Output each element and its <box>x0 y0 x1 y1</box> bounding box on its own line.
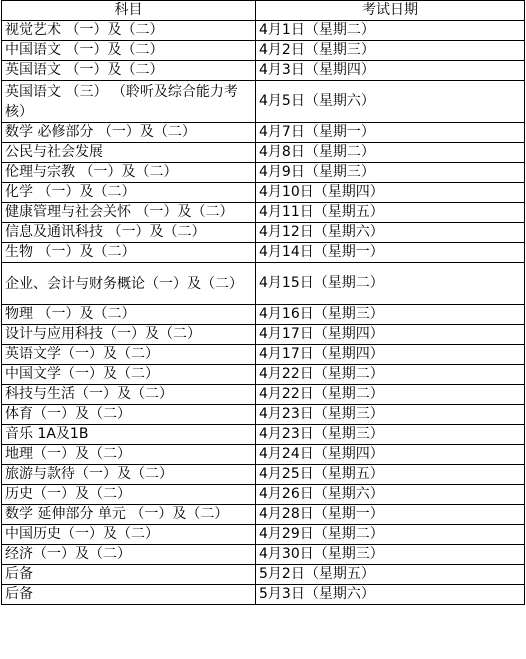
table-row <box>2 545 525 565</box>
table-row <box>2 425 525 445</box>
exam-date-cell: 4月17日（星期四） <box>256 325 525 345</box>
subject-cell: 中国语文 （一）及（二） <box>2 41 256 61</box>
exam-date-cell: 4月2日（星期三） <box>256 41 525 61</box>
exam-date-cell: 4月12日（星期六） <box>256 223 525 243</box>
exam-date-cell: 4月8日（星期二） <box>256 143 525 163</box>
subject-cell: 中国历史（一）及（二） <box>2 525 256 545</box>
subject-cell: 后备 <box>2 585 256 605</box>
exam-date-cell: 4月1日（星期二） <box>256 21 525 41</box>
watermark-overlay <box>374 621 524 637</box>
subject-cell: 公民与社会发展 <box>2 143 256 163</box>
table-row <box>2 81 525 123</box>
subject-cell: 英国语文 （三） （聆听及综合能力考核） <box>2 81 256 123</box>
subject-cell: 健康管理与社会关怀 （一）及（二） <box>2 203 256 223</box>
table-row <box>2 41 525 61</box>
subject-cell: 旅游与款待（一）及（二） <box>2 465 256 485</box>
table-row <box>2 243 525 263</box>
subject-cell: 企业、会计与财务概论（一）及（二） <box>2 263 256 305</box>
exam-date-cell: 4月3日（星期四） <box>256 61 525 81</box>
table-row <box>2 163 525 183</box>
table-row <box>2 585 525 605</box>
exam-date-cell: 4月22日（星期二） <box>256 385 525 405</box>
subject-cell: 地理（一）及（二） <box>2 445 256 465</box>
table-row <box>2 345 525 365</box>
exam-date-cell: 4月29日（星期二） <box>256 525 525 545</box>
subject-cell: 科技与生活（一）及（二） <box>2 385 256 405</box>
table-row <box>2 223 525 243</box>
table-row <box>2 263 525 305</box>
subject-cell: 信息及通讯科技 （一）及（二） <box>2 223 256 243</box>
table-row <box>2 365 525 385</box>
table-row <box>2 325 525 345</box>
table-row <box>2 405 525 425</box>
subject-cell: 数学 必修部分 （一）及（二） <box>2 123 256 143</box>
table-row <box>2 203 525 223</box>
table-row <box>2 183 525 203</box>
subject-cell: 视觉艺术 （一）及（二） <box>2 21 256 41</box>
table-row <box>2 465 525 485</box>
subject-cell: 历史（一）及（二） <box>2 485 256 505</box>
subject-cell: 生物 （一）及（二） <box>2 243 256 263</box>
exam-date-cell: 4月10日（星期四） <box>256 183 525 203</box>
exam-date-cell: 4月25日（星期五） <box>256 465 525 485</box>
table-row <box>2 445 525 465</box>
table-row <box>2 21 525 41</box>
subject-cell: 中国文学（一）及（二） <box>2 365 256 385</box>
date-column-header: 考试日期 <box>256 1 525 21</box>
subject-column-header: 科目 <box>2 1 256 21</box>
subject-cell: 英语文学（一）及（二） <box>2 345 256 365</box>
exam-date-cell: 4月7日（星期一） <box>256 123 525 143</box>
table-row <box>2 565 525 585</box>
table-row <box>2 525 525 545</box>
exam-date-cell: 4月16日（星期三） <box>256 305 525 325</box>
exam-date-cell: 4月11日（星期五） <box>256 203 525 223</box>
subject-cell: 英国语文 （一）及（二） <box>2 61 256 81</box>
exam-date-cell: 4月5日（星期六） <box>256 81 525 123</box>
exam-date-cell: 4月24日（星期四） <box>256 445 525 465</box>
subject-cell: 物理 （一）及（二） <box>2 305 256 325</box>
subject-cell: 伦理与宗教 （一）及（二） <box>2 163 256 183</box>
table-body <box>2 21 525 605</box>
exam-date-cell: 4月26日（星期六） <box>256 485 525 505</box>
exam-date-cell: 4月15日（星期二） <box>256 263 525 305</box>
table-row <box>2 505 525 525</box>
subject-cell: 设计与应用科技（一）及（二） <box>2 325 256 345</box>
subject-cell: 后备 <box>2 565 256 585</box>
table-row <box>2 123 525 143</box>
table-header-row <box>2 1 525 21</box>
exam-date-cell: 4月30日（星期三） <box>256 545 525 565</box>
table-row <box>2 143 525 163</box>
subject-cell: 体育（一）及（二） <box>2 405 256 425</box>
exam-date-cell: 5月2日（星期五） <box>256 565 525 585</box>
exam-date-cell: 4月28日（星期一） <box>256 505 525 525</box>
table-row <box>2 485 525 505</box>
subject-cell: 音乐 1A及1B <box>2 425 256 445</box>
exam-date-cell: 5月3日（星期六） <box>256 585 525 605</box>
exam-date-cell: 4月9日（星期三） <box>256 163 525 183</box>
subject-cell: 数学 延伸部分 单元 （一）及（二） <box>2 505 256 525</box>
table-row <box>2 385 525 405</box>
subject-cell: 化学 （一）及（二） <box>2 183 256 203</box>
table-row <box>2 61 525 81</box>
exam-date-cell: 4月17日（星期四） <box>256 345 525 365</box>
exam-schedule-table <box>1 0 525 605</box>
exam-date-cell: 4月23日（星期三） <box>256 405 525 425</box>
exam-date-cell: 4月22日（星期二） <box>256 365 525 385</box>
exam-date-cell: 4月23日（星期三） <box>256 425 525 445</box>
table-row <box>2 305 525 325</box>
exam-date-cell: 4月14日（星期一） <box>256 243 525 263</box>
subject-cell: 经济（一）及（二） <box>2 545 256 565</box>
